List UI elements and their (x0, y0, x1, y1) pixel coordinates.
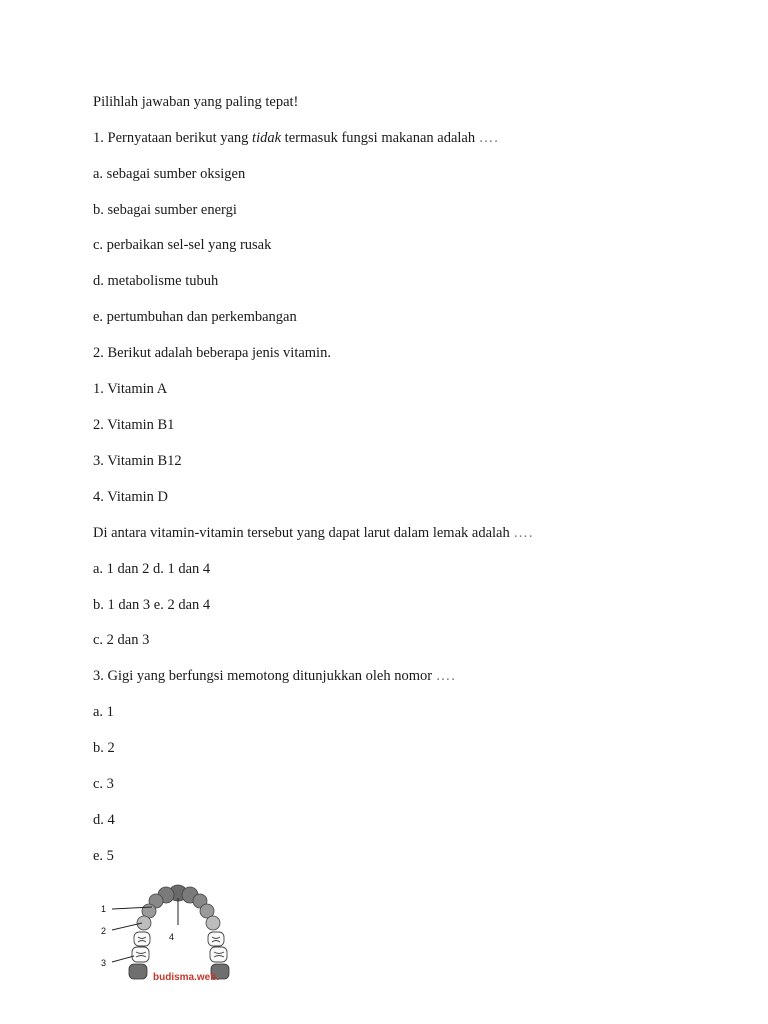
q3-option-e: e. 5 (93, 848, 114, 864)
vitamin-item-2: 2. Vitamin B1 (93, 417, 175, 433)
label-2: 2 (101, 926, 107, 936)
question-1-emphasis: tidak (252, 130, 282, 146)
instruction-text: Pilihlah jawaban yang paling tepat! (93, 94, 299, 110)
q2-option-be: b. 1 dan 3 e. 2 dan 4 (93, 597, 211, 613)
question-2-question: Di antara vitamin-vitamin tersebut yang dapat larut dalam lemak adalah (93, 525, 514, 541)
question-2-dots: …. (513, 525, 534, 541)
q3-option-a: a. 1 (93, 704, 114, 720)
q2-option-c: c. 2 dan 3 (93, 632, 150, 648)
q1-option-b: b. sebagai sumber energi (93, 202, 237, 218)
question-2-text (93, 524, 533, 542)
q2-option-ad: a. 1 dan 2 d. 1 dan 4 (93, 561, 211, 577)
q1-option-a: a. sebagai sumber oksigen (93, 166, 246, 182)
vitamin-item-3: 3. Vitamin B12 (93, 453, 182, 469)
q3-option-b: b. 2 (93, 740, 115, 756)
label-1: 1 (101, 904, 107, 914)
question-1-prefix: 1. Pernyataan berikut yang (93, 130, 253, 146)
question-1 (93, 129, 499, 147)
question-1-suffix: termasuk fungsi makanan adalah (281, 130, 479, 146)
question-2-intro: 2. Berikut adalah beberapa jenis vitamin. (93, 345, 331, 361)
q3-option-d: d. 4 (93, 812, 115, 828)
q1-option-e: e. pertumbuhan dan perkembangan (93, 309, 297, 325)
vitamin-item-4: 4. Vitamin D (93, 489, 168, 505)
question-3-question: 3. Gigi yang berfungsi memotong ditunjukkan oleh nomor (93, 668, 436, 684)
question-1-dots: …. (478, 130, 499, 146)
label-4: 4 (169, 932, 175, 942)
q1-option-d: d. metabolisme tubuh (93, 273, 219, 289)
watermark: budisma.web. (153, 972, 220, 983)
question-3-dots: …. (435, 668, 456, 684)
label-3: 3 (101, 958, 107, 968)
molar-teeth (132, 932, 227, 962)
teeth-diagram (96, 880, 246, 985)
question-3 (93, 667, 456, 685)
vitamin-item-1: 1. Vitamin A (93, 381, 168, 397)
q3-option-c: c. 3 (93, 776, 114, 792)
q1-option-c: c. perbaikan sel-sel yang rusak (93, 237, 272, 253)
